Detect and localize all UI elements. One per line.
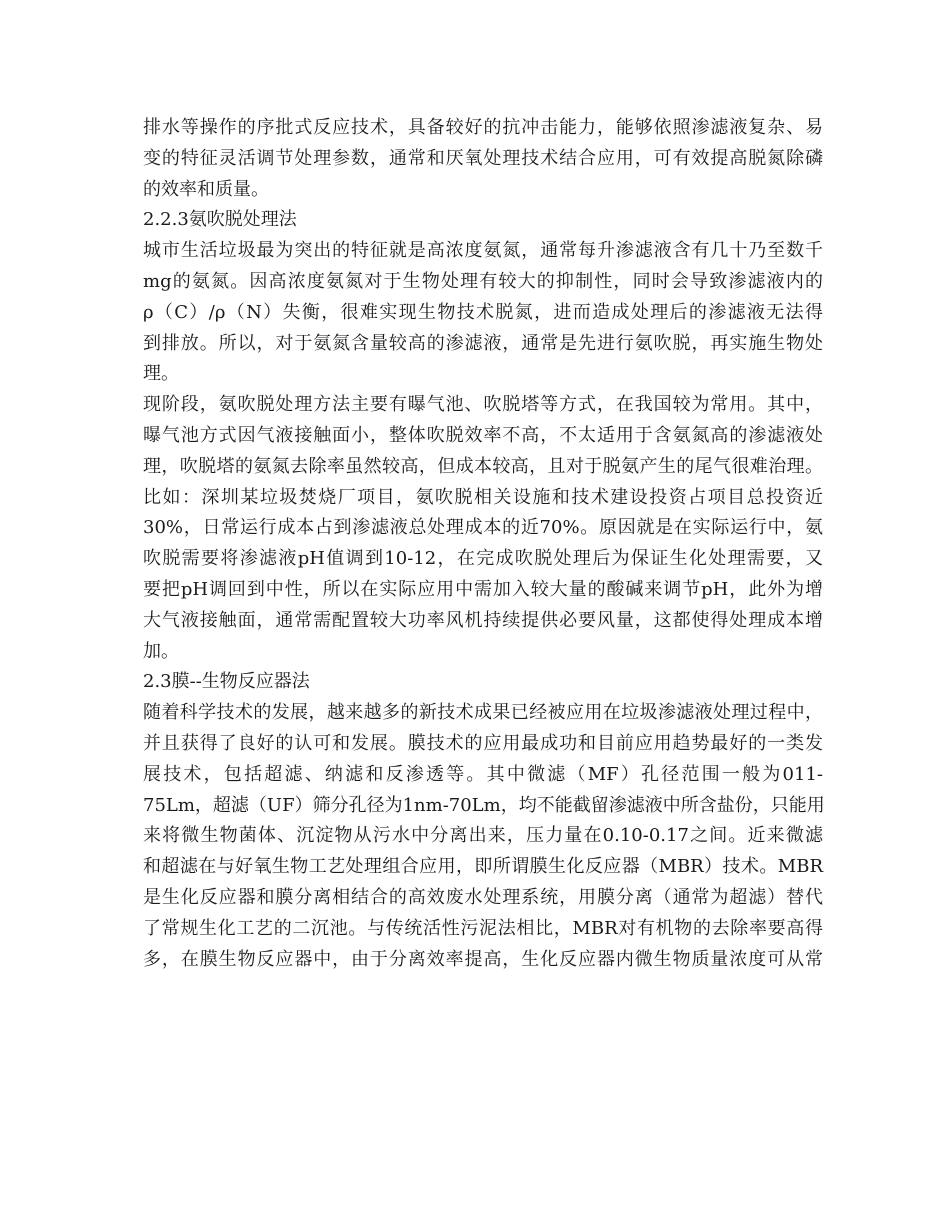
text-line: 比如：深圳某垃圾焚烧厂项目，氨吹脱相关设施和技术建设投资占项目总投资近 bbox=[143, 486, 823, 508]
text-line: 了常规生化工艺的二沉池。与传统活性污泥法相比，MBR对有机物的去除率要高得 bbox=[143, 917, 823, 939]
text-line: 随着科学技术的发展，越来越多的新技术成果已经被应用在垃圾渗滤液处理过程中， bbox=[143, 702, 823, 724]
text-line: 曝气池方式因气液接触面小，整体吹脱效率不高，不太适用于含氨氮高的渗滤液处 bbox=[143, 424, 823, 446]
text-line: 要把pH调回到中性，所以在实际应用中需加入较大量的酸碱来调节pH，此外为增 bbox=[143, 578, 823, 600]
text-line: 的效率和质量。 bbox=[143, 178, 269, 200]
text-line: 理，吹脱塔的氨氮去除率虽然较高，但成本较高，且对于脱氨产生的尾气很难治理。 bbox=[143, 455, 823, 477]
text-line: 大气液接触面，通常需配置较大功率风机持续提供必要风量，这都使得处理成本增 bbox=[143, 609, 823, 631]
text-line: 现阶段，氨吹脱处理方法主要有曝气池、吹脱塔等方式，在我国较为常用。其中， bbox=[143, 394, 823, 416]
text-line: 是生化反应器和膜分离相结合的高效废水处理系统，用膜分离（通常为超滤）替代 bbox=[143, 886, 823, 908]
text-line: 并且获得了良好的认可和发展。膜技术的应用最成功和目前应用趋势最好的一类发 bbox=[143, 732, 823, 754]
text-line: 城市生活垃圾最为突出的特征就是高浓度氨氮，通常每升渗滤液含有几十乃至数千 bbox=[143, 240, 823, 262]
text-line: 吹脱需要将渗滤液pH值调到10-12，在完成吹脱处理后为保证生化处理需要，又 bbox=[143, 548, 823, 570]
section-heading: 2.3膜--生物反应器法 bbox=[143, 671, 310, 693]
text-line: 加。 bbox=[143, 640, 179, 662]
text-line: mg的氨氮。因高浓度氨氮对于生物处理有较大的抑制性，同时会导致渗滤液内的 bbox=[143, 270, 823, 292]
text-line: 75Lm，超滤（UF）筛分孔径为1nm-70Lm，均不能截留渗滤液中所含盐份，只能用 bbox=[143, 794, 825, 816]
text-line: ρ（C）/ρ（N）失衡，很难实现生物技术脱氮，进而造成处理后的渗滤液无法得 bbox=[143, 301, 823, 323]
text-line: 到排放。所以，对于氨氮含量较高的渗滤液，通常是先进行氨吹脱，再实施生物处 bbox=[143, 332, 823, 354]
text-line: 多，在膜生物反应器中，由于分离效率提高，生化反应器内微生物质量浓度可从常 bbox=[143, 948, 823, 970]
text-line: 30%，日常运行成本占到渗滤液总处理成本的近70%。原因就是在实际运行中，氨 bbox=[143, 517, 823, 539]
text-line: 来将微生物菌体、沉淀物从污水中分离出来，压力量在0.10-0.17之间。近来微滤 bbox=[143, 825, 823, 847]
text-line: 排水等操作的序批式反应技术，具备较好的抗冲击能力，能够依照渗滤液复杂、易 bbox=[143, 117, 823, 138]
text-line: 和超滤在与好氧生物工艺处理组合应用，即所谓膜生化反应器（MBR）技术。MBR bbox=[143, 856, 823, 878]
text-line: 展技术，包括超滤、纳滤和反渗透等。其中微滤（MF）孔径范围一般为011- bbox=[143, 763, 823, 785]
body-text bbox=[143, 113, 823, 975]
text-line: 理。 bbox=[143, 363, 179, 385]
text-line: 变的特征灵活调节处理参数，通常和厌氧处理技术结合应用，可有效提高脱氮除磷 bbox=[143, 147, 823, 169]
section-heading: 2.2.3氨吹脱处理法 bbox=[143, 209, 297, 231]
